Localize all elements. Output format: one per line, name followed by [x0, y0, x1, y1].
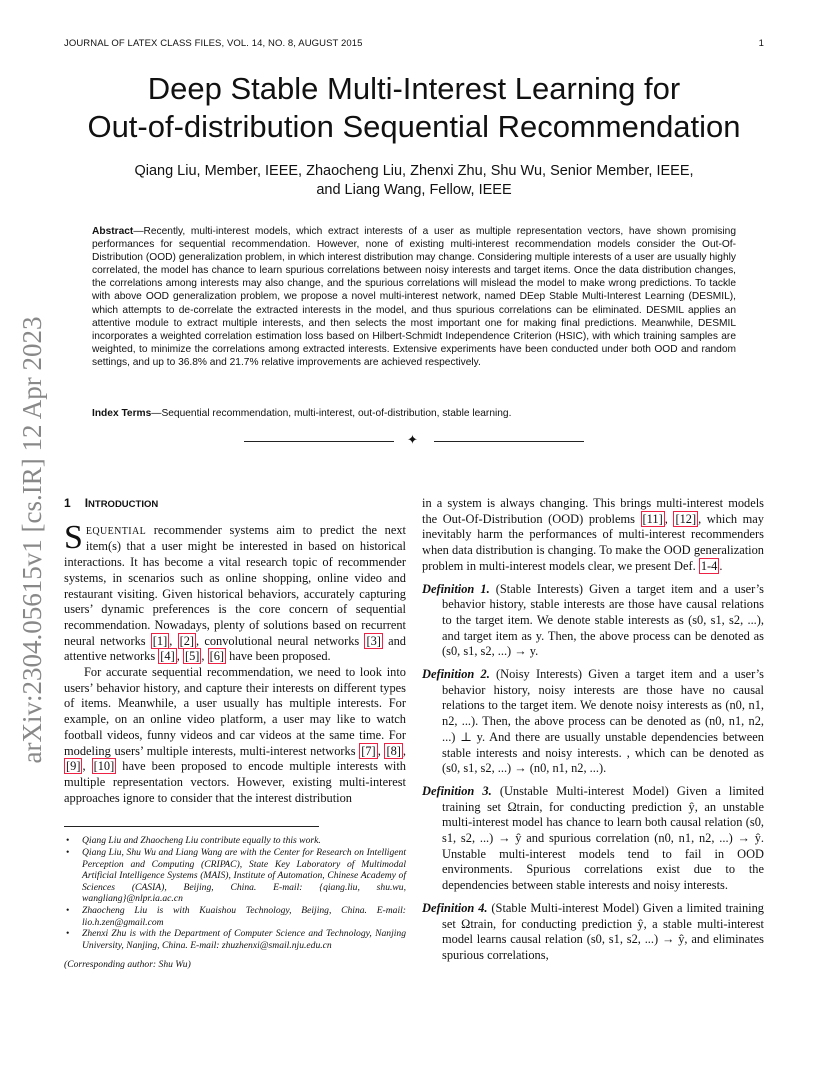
body-text: in a system is always changing. This brings multi-interest models the Out-Of-Distribution (OOD) problems [422, 496, 764, 526]
paper-title [40, 70, 788, 146]
intro-paragraph-1: SEQUENTIAL recommender systems aim to predict the next item(s) that a user might be interested in based on historical interactions. It has become a vital research topic of recommender systems, in scenarios such as online shopping, online video and restaurant visiting. Given historical behaviors, accurately capturing users’ dynamic preferences is the core concern of sequential recommendation. Nowadays, plenty of solutions based on recurrent neural networks [1] , [2] , convolutional neural networks [3] and attentive networks [4] , [5] , [6] have been proposed. [64, 518, 406, 664]
citation-link[interactable]: [4] [160, 649, 175, 664]
footnote-text: Zhenxi Zhu is with the Department of Computer Science and Technology, Nanjing University, Nanjing, China. E-mail: zhuzhenxi@smail.nju.edu.cn [82, 928, 406, 951]
section-title-initial: I [84, 496, 89, 510]
intro-first-word: EQUENTIAL [85, 525, 147, 537]
citation-link[interactable]: [10] [93, 759, 115, 774]
arxiv-stamp: arXiv:2304.05615v1 [cs.IR] 12 Apr 2023 [17, 316, 47, 764]
intro-text: , convolutional neural networks [196, 633, 365, 648]
citation-link[interactable]: [1] [152, 633, 168, 648]
journal-name: JOURNAL OF LATEX CLASS FILES, VOL. 14, NO. 8, AUGUST 2015 [64, 38, 363, 49]
definition-1 [422, 582, 764, 661]
bullet-icon: • [66, 835, 70, 847]
intro-text: have been proposed to encode multiple interests with multiple representation vectors. However, existing multi-interest approaches ignore to consider that the interest distribution [64, 759, 406, 805]
drop-cap: S [64, 518, 83, 556]
section-title-rest: NTRODUCTION [88, 499, 159, 510]
divider-line-left [244, 441, 394, 442]
index-terms [92, 407, 736, 420]
right-paragraph: in a system is always changing. This brings multi-interest models the Out-Of-Distribution (OOD) problems [11] , [12] , which may inevitably harm the performances of multi-interest recommenders when data distribution is changing. To make the OOD generalization problem in multi-interest models clear, we present Def. 1-4 . [422, 496, 764, 573]
divider-line-right [434, 441, 584, 442]
footnote [64, 928, 406, 951]
footnote [64, 847, 406, 905]
citation-link[interactable]: [7] [361, 743, 376, 758]
abstract-label: Abstract [92, 226, 134, 237]
citation-link[interactable]: [8] [386, 743, 401, 758]
divider-diamond-icon: ✦ [407, 433, 418, 448]
citation-link[interactable]: [11] [642, 511, 663, 526]
section-number: 1 [64, 496, 71, 510]
citation-link[interactable]: [2] [179, 633, 195, 648]
section-heading [64, 496, 406, 513]
abstract [92, 225, 736, 369]
definition-label: Definition 4. [422, 900, 488, 915]
left-column [64, 496, 406, 971]
citation-link[interactable]: [3] [366, 633, 381, 648]
citation-link[interactable]: [9] [66, 759, 81, 774]
definition-label: Definition 1. [422, 581, 490, 596]
definition-3 [422, 784, 764, 894]
footnotes [64, 835, 406, 971]
title-line-2: Out-of-distribution Sequential Recommendation [87, 109, 741, 144]
definition-label: Definition 2. [422, 667, 490, 682]
intro-text: have been proposed. [226, 649, 331, 664]
section-divider [244, 435, 584, 447]
definition-text: (Noisy Interests) Given a target item and a user’s behavior history, noisy interests are those have no causal relations to the target item. We denote noisy interests as (n0, n1, n2, ...). Then, the above process can be denoted as (n0, n1, n2, ...) ⊥ y. And there are usually unstable dependencies between stable interests and noisy interests. , which can be denoted as (s0, s1, s2, ...) → (n0, n1, n2, ...). [442, 667, 764, 776]
definition-text: (Stable Multi-interest Model) Given a limited training set Ωtrain, for conducting prediction ŷ, a stable multi-interest model learns causal relation (s0, s1, s2, ...) → ŷ, and eliminates spurious correlations, [442, 900, 764, 962]
right-column [422, 496, 764, 964]
citation-link[interactable]: [5] [184, 649, 200, 664]
intro-text: and attentive networks [64, 633, 406, 664]
footnote-text: Qiang Liu and Zhaocheng Liu contribute equally to this work. [82, 835, 321, 847]
bullet-icon: • [66, 846, 70, 858]
footnote-text: Qiang Liu, Shu Wu and Liang Wang are with the Center for Research on Intelligent Perception and Computing (CRIPAC), State Key Laboratory of Multimodal Artificial Intelligence Systems (MAIS), Institute of Automation, Chinese Academy of Sciences (CASIA), Beijing, China. E-mail: {qiang.liu, shu.wu, wangliang}@nlpr.ia.ac.cn [82, 846, 406, 905]
bullet-icon: • [66, 928, 70, 940]
bullet-icon: • [66, 904, 70, 916]
page-number: 1 [758, 38, 764, 49]
index-terms-text: —Sequential recommendation, multi-interest, out-of-distribution, stable learning. [151, 408, 512, 419]
footnote-rule [64, 826, 319, 827]
intro-text: recommender systems aim to predict the next item(s) that a user might be interested in based on historical interactions. It has become a vital research topic of recommender systems, in scenarios such as online shopping, online video and restaurant visiting. Given historical behaviors, accurately capturing users’ dynamic preferences is the core concern of sequential recommendation. Nowadays, plenty of solutions based on recurrent neural networks [64, 522, 406, 648]
definition-text: (Stable Interests) Given a target item and a user’s behavior history, stable interests are those have causal relations to the target item. We denote stable interests as (s0, s1, s2, ...), and target item as y. Then, the above process can be denoted as (s0, s1, s2, ...) → y. [442, 581, 764, 659]
footnote [64, 835, 406, 847]
authors-line-2: and Liang Wang, Fellow, IEEE [316, 182, 512, 198]
body-text: , which may inevitably harm the performances of multi-interest recommenders when data distribution is changing. To make the OOD generalization problem in multi-interest models clear, we present Def. [422, 511, 764, 573]
title-line-1: Deep Stable Multi-Interest Learning for [147, 71, 681, 106]
footnote [64, 905, 406, 928]
definition-label: Definition 3. [422, 783, 492, 798]
citation-link[interactable]: [6] [209, 649, 225, 664]
body-text: . [719, 558, 723, 573]
definition-link[interactable]: 1-4 [700, 558, 718, 573]
running-header [64, 38, 764, 52]
abstract-text: —Recently, multi-interest models, which extract interests of a user as multiple representation vectors, have shown promising performances for sequential recommendation. However, none of existing multi-interest recommendation models consider the Out-Of-Distribution (OOD) generalization problem, in which interest distribution may change. Considering multiple interests of a user are usually highly correlated, the model has chance to learn spurious correlations between noisy interests and target items. Once the data distribution changes, the correlations among interests may also change, and the spurious correlations will mislead the model to make wrong predictions. To tackle with above OOD generalization problem, we propose a novel multi-interest network, named DEep Stable Multi-Interest Learning (DESMIL), which attempts to de-correlate the extracted interests in the model, and thus spurious correlations can be eliminated. DESMIL applies an attentive module to extract multiple interests, and then selects the most important one for making final predictions. Meanwhile, DESMIL incorporates a weighted correlation estimation loss based on Hilbert-Schmidt Independence Criterion (HSIC), with which training samples are weighted, to minimize the correlations among extracted interests. Extensive experiments have been conducted under both OOD and random settings, and up to 36.8% and 21.7% relative improvements are achieved respectively. [92, 226, 736, 368]
footnote-text: Zhaocheng Liu is with Kuaishou Technology, Beijing, China. E-mail: lio.h.zen@gmail.com [82, 904, 406, 928]
intro-paragraph-2: For accurate sequential recommendation, we need to look into users’ behavior history, and capture their interests on different types of items. Meanwhile, a user usually has multiple interests. For example, on an online video platform, a user may like to watch football videos, funny videos and car videos at the same time. For modeling users’ multiple interests, multi-interest networks [7] , [8] , [9] , [10] have been proposed to encode multiple interests with multiple representation vectors. However, existing multi-interest approaches ignore to consider that the interest distribution [64, 665, 406, 805]
definition-4 [422, 901, 764, 964]
intro-text: For accurate sequential recommendation, we need to look into users’ behavior history, and capture their interests on different types of items. Meanwhile, a user usually has multiple interests. For example, on an online video platform, a user may like to watch football videos, funny videos and car videos at the same time. For modeling users’ multiple interests, multi-interest networks [64, 665, 406, 758]
author-list [60, 162, 768, 200]
authors-line-1: Qiang Liu, Member, IEEE, Zhaocheng Liu, Zhenxi Zhu, Shu Wu, Senior Member, IEEE, [134, 163, 694, 179]
corresponding-author: (Corresponding author: Shu Wu) [64, 959, 191, 971]
index-terms-label: Index Terms [92, 408, 152, 419]
definition-2 [422, 667, 764, 777]
citation-link[interactable]: [12] [675, 511, 697, 526]
definition-text: (Unstable Multi-interest Model) Given a limited training set Ωtrain, for conducting prediction ŷ, an unstable multi-interest model has chance to learn both causal relation (s0, s1, s2, ...) → ŷ and spurious correlation (n0, n1, n2, ...) → ŷ. Unstable multi-interest models tend to fail in OOD environments. Spurious correlations exist due to the dependencies between stable interests and noisy interests. [442, 783, 764, 893]
